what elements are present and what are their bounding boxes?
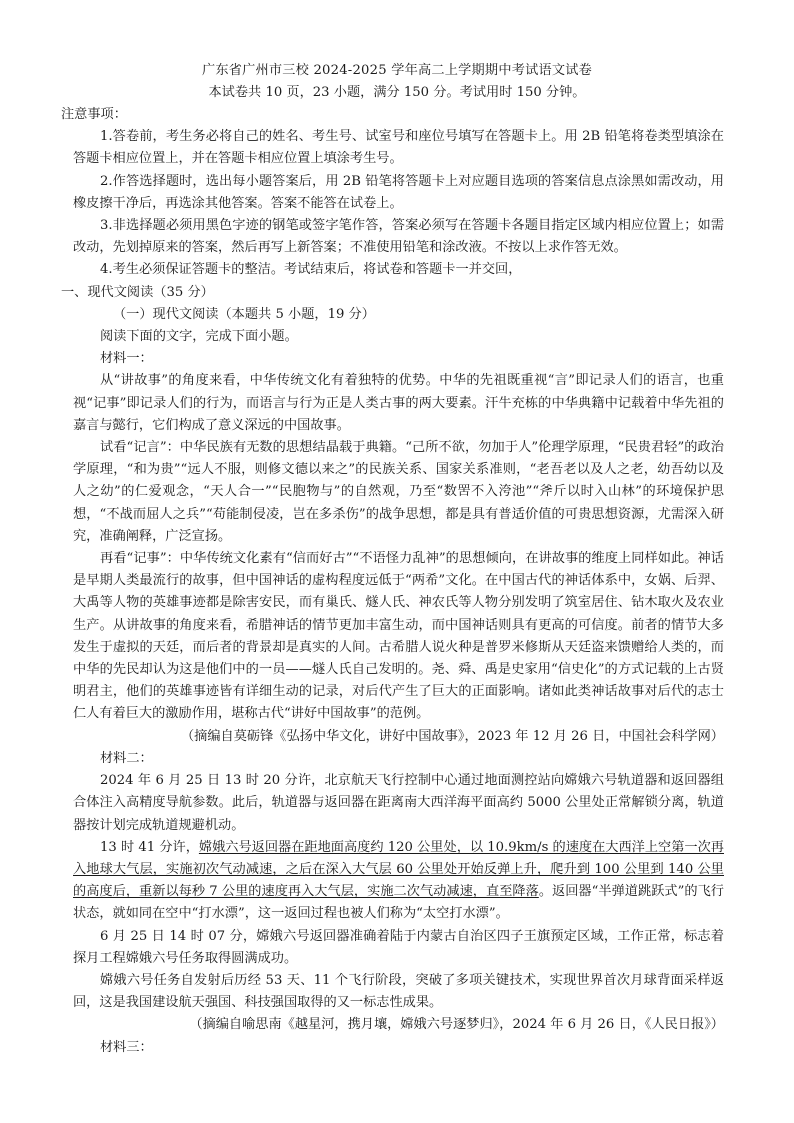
underlined-passage: 嫦娥六号返回器在距地面高度约 120 公里处，以 10.9km/s 的速度在大西洋上空第一次再入地球大气层，实施初次气动减速，之后在深入大气层 60 公里处开始反弹上升，爬升到 100 公里到 140 公里的高度后，重新以每秒 7 公里的速度再入大气层，实施二次气动减速，直至降落 [73,839,724,900]
title-block [0,60,794,104]
notice-heading: 注意事项： [61,107,127,122]
exam-body [61,104,724,1059]
material-1-paragraph: 从“讲故事”的角度来看，中华传统文化有着独特的优势。中华的先祖既重视“言”即记录人们的语言，也重视“记事”即记录人们的行为，而语言与行为正是人类古事的两大要素。汗牛充栋的中华典籍中记载着中华先祖的嘉言与懿行，它们构成了意义深远的中国故事。 [73,373,724,433]
notice-item-4: 4.考生必须保证答题卡的整洁。考试结束后，将试卷和答题卡一并交回， [100,262,522,278]
material-3-label: 材料三： [100,1039,153,1055]
notice-item-2: 2.作答选择题时，选出每小题答案后，用 2B 铅笔将答题卡上对应题目选项的答案信息点涂黑如需改动，用橡皮擦干净后，再选涂其他答案。答案不能答在试卷上。 [73,173,724,211]
exam-subtitle: 本试卷共 10 页，23 小题，满分 150 分。考试用时 150 分钟。 [208,85,586,100]
material-1-label: 材料一： [100,351,153,367]
paragraph-lead: 13 时 41 分许， [100,839,199,855]
material-1-paragraph: 再看“记事”：中华传统文化素有“信而好古”“不语怪力乱神”的思想倾向，在讲故事的维度上同样如此。神话是早期人类最流行的故事，但中国神话的虚构程度远低于“两希”文化。在中国古代的神话体系中，女娲、后羿、大禹等人物的英雄事迹都是除害安民，而有巢氏、燧人氏、神农氏等人物分别发明了筑室居住、钻木取火及农业生产。从讲故事的角度来看，希腊神话的情节更加丰富生动，而中国神话则具有更高的可信度。前者的情节大多发生于虚拟的天廷，而后者的背景却是真实的人间。古希腊人说火种是普罗米修斯从天廷盗来馈赠给人类的，而中华的先民却认为这是他们中的一员——燧人氏自己发明的。尧、舜、禹是史家用“信史化”的方式记载的上古贤明君主，他们的英雄事迹皆有详细生动的记录，对后代产生了巨大的正面影响。诸如此类神话故事对后代的志士仁人有着巨大的激励作用，堪称古代“讲好中国故事”的范例。 [73,551,724,722]
material-2-paragraph: 2024 年 6 月 25 日 13 时 20 分许，北京航天飞行控制中心通过地面测控站向嫦娥六号轨道器和返回器组合体注入高精度导航参数。此后，轨道器与返回器在距离南大西洋海平面高约 5000 公里处正常解锁分离，轨道器按计划完成轨道规避机动。 [73,773,724,833]
notice-item-3: 3.非选择题必须用黑色字迹的钢笔或签字笔作答，答案必须写在答题卡各题目指定区域内相应位置上；如需改动，先划掉原来的答案，然后再写上新答案；不准使用铅笔和涂改液。不按以上求作答无效。 [73,218,724,256]
sub-section-heading: （一）现代文阅读（本题共 5 小题，19 分） [113,306,375,322]
reading-instruction: 阅读下面的文字，完成下面小题。 [100,329,298,345]
material-1-paragraph: 试看“记言”：中华民族有无数的思想结晶载于典籍。“己所不欲，勿加于人”伦理学原理，“民贵君轻”的政治学原理，“和为贵”“远人不服，则修文德以来之”的民族关系、国家关系准则，“老吾老以及人之老，幼吾幼以及人之幼”的仁爱观念，“天人合一”“民胞物与”的自然观，乃至“数罟不入洿池”“斧斤以时入山林”的环境保护思想，“不战而屈人之兵”“苟能制侵凌，岂在多杀伤”的战争思想，都是具有普适价值的可贵思想资源，尤需深入研究，准确阐释，广泛宣扬。 [73,440,724,544]
notice-item-1: 1.答卷前，考生务必将自己的姓名、考生号、试室号和座位号填写在答题卡上。用 2B 铅笔将卷类型填涂在答题卡相应位置上，并在答题卡相应位置上填涂考生号。 [73,129,724,167]
material-2-source: （摘编自喻思南《越星河，携月壤，嫦娥六号逐梦归》，2024 年 6 月 26 日，《人民日报》） [189,1017,724,1033]
material-2-paragraph: 6 月 25 日 14 时 07 分，嫦娥六号返回器准确着陆于内蒙古自治区四子王旗预定区域，工作正常，标志着探月工程嫦娥六号任务取得圆满成功。 [73,928,724,966]
material-2-paragraph: 嫦娥六号任务自发射后历经 53 天、11 个飞行阶段，突破了多项关键技术，实现世界首次月球背面采样返回，这是我国建设航天强国、科技强国取得的又一标志性成果。 [73,972,724,1011]
material-2-label: 材料二： [100,750,153,766]
paragraph-tail: 。返回器“半弹道跳跃式”的飞行状态，就如同在空中“打水漂”，这一返回过程也被人们称为“太空打水漂”。 [73,884,724,922]
section-heading: 一、现代文阅读（35 分） [61,284,214,300]
material-2-paragraph-underlined [73,837,724,926]
exam-title: 广东省广州市三校 2024-2025 学年高二上学期期中考试语文试卷 [201,63,593,78]
material-1-source: （摘编自莫砺锋《弘扬中华文化，讲好中国故事》，2023 年 12 月 26 日，中国社会科学网） [180,728,724,744]
